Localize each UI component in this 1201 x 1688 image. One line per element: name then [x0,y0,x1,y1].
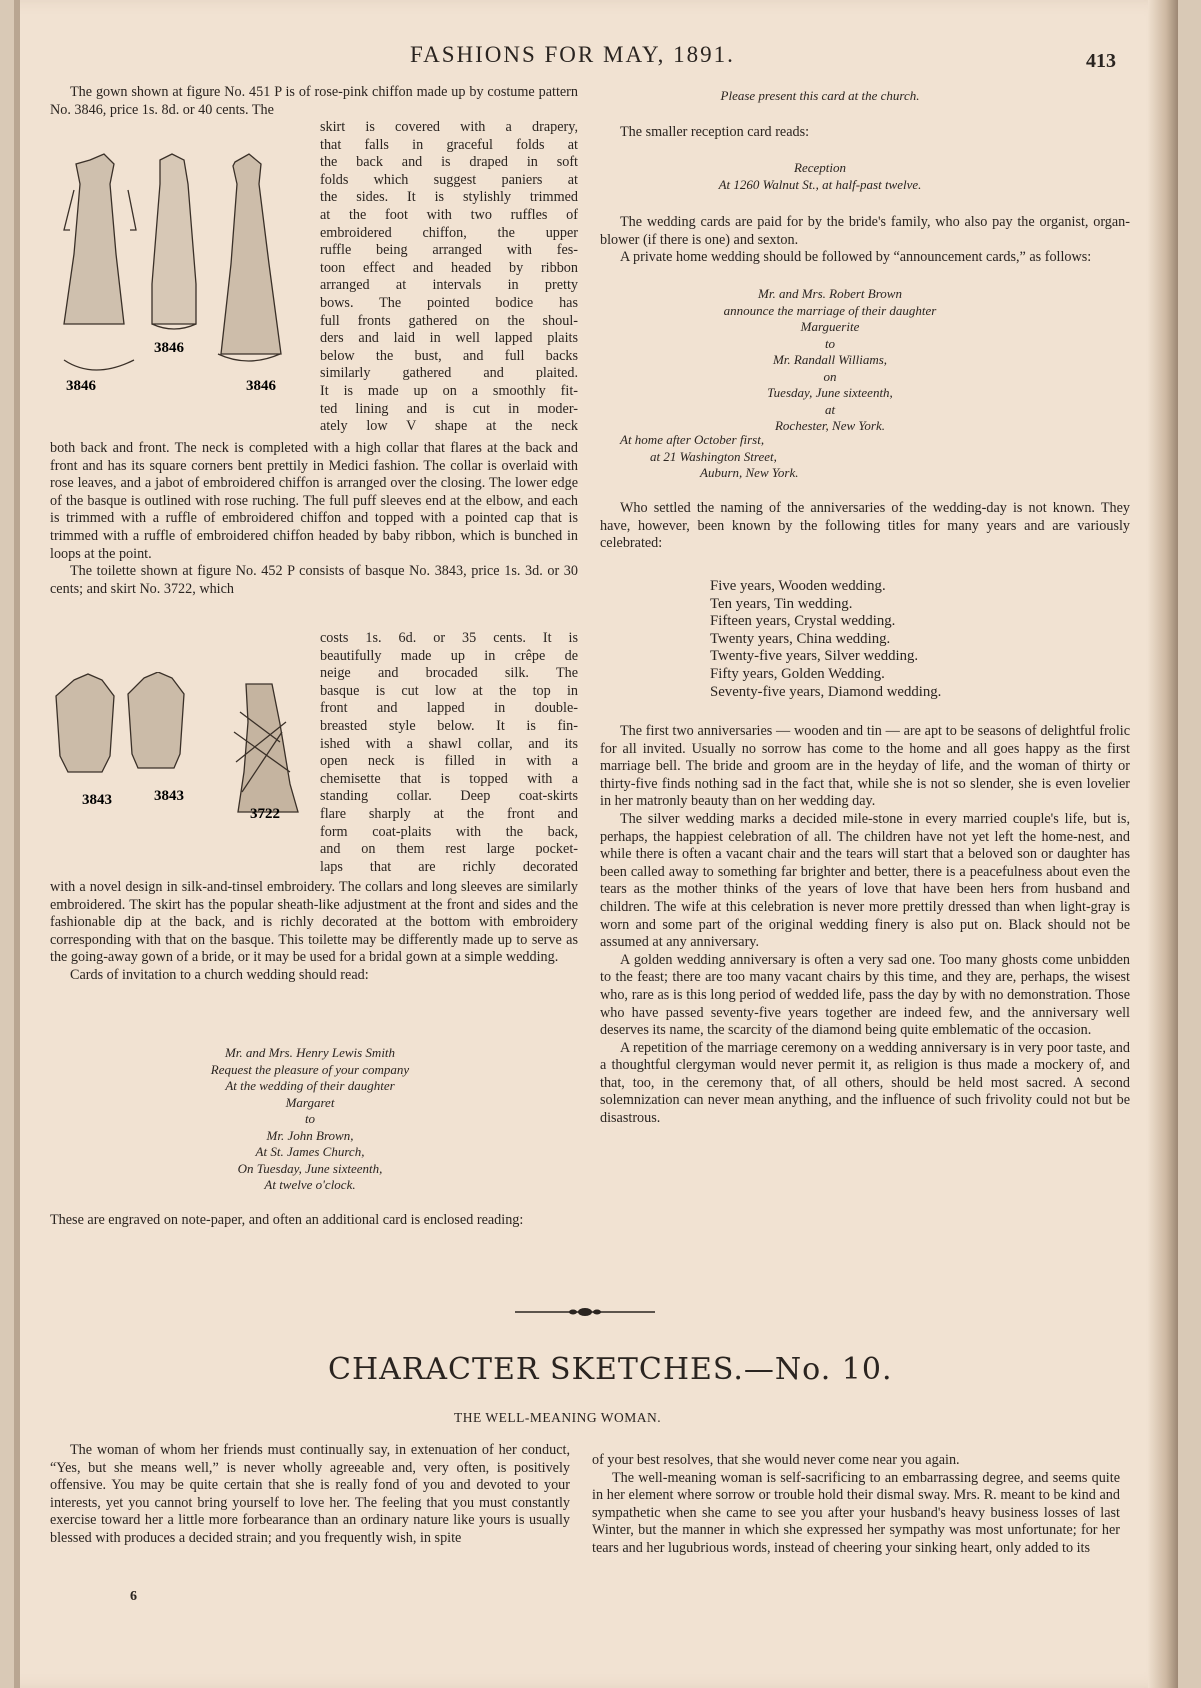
left-p1-side [320,119,578,436]
anniversary-item: Fifty years, Golden Wedding. [710,665,885,682]
text-line: and on them rest large pocket- [320,841,578,858]
text-line: flare sharply at the front and [320,805,578,822]
text-line: basque is cut low at the top in [320,682,578,699]
fig-label-3846-a: 3846 [66,378,96,394]
text-line: full fronts gathered on the shoul- [320,312,578,329]
page-header-title: FASHIONS FOR MAY, 1891. [410,42,735,67]
invitation-line: At twelve o'clock. [264,1177,356,1192]
text-line: toon effect and headed by ribbon [320,259,578,276]
announcement-line: Rochester, New York. [774,418,886,433]
invitation-line: to [304,1111,316,1126]
ornament-divider [515,1306,655,1318]
reception-card [660,160,980,193]
text-line: the back and is draped in soft [320,154,578,171]
invitation-line: Margaret [285,1094,335,1110]
card-line: Please present this card at the church. [720,88,920,103]
text-line: ately low V shape at the neck [320,418,578,435]
anniversary-list [710,578,1030,701]
at-home-line: Auburn, New York. [700,465,799,480]
anniversary-item: Fifteen years, Crystal wedding. [710,613,896,630]
text-line: front and lapped in double- [320,700,578,717]
announcement-line: announce the marriage of their daughter [723,302,937,318]
announcement-line: on [823,368,837,384]
fig-label-3843-b: 3843 [154,788,184,804]
section-left-column: The woman of whom her friends must continually say, in extenuation of her conduct, “Yes, but she means well,” is never wholly agreeable and, very often, is positively offensive. You may be quite certain that she is really fond of you and devoted to your interests, yet you cannot bring yourself to love her. The feeling that you must constantly exercise toward her a little more forbearance than an ordinary nature like yours is usually blessed with produces a decided strain; and you frequently wish, in spite [50,1442,570,1546]
reception-line: Reception [794,160,846,175]
right-p4: Who settled the naming of the anniversaries of the wedding-day is not known. They have, however, been known by the following titles for many years and are variously celebrated: [600,500,1130,552]
text-line: arranged at intervals in pretty [320,277,578,294]
left-p4: These are engraved on note-paper, and often an additional card is enclosed reading: [50,1212,524,1228]
at-home-card [620,432,840,482]
text-line: ruffle being arranged with fes- [320,242,578,259]
anniversary-item: Ten years, Tin wedding. [710,595,853,612]
right-p5-p8: The first two anniversaries — wooden and tin — are apt to be seasons of delightful frolic for all invited. Usually no sorrow has come to the home and all goes happy as the first marriage bell. The bride and groom are in the heyday of life, and the woman of thirty or thirty-five finds nothing sad in the fact that, while she is not so slender, she is even lovelier in her matronly beauty than on her wedding day. The silver wedding marks a decided mile-stone in every married couple's life, but is, perhaps, the happiest celebration of all. The children have not yet left the home-nest, and while there is often a vacant chair and the tears will start that a beloved son or daughter has been called away to something far brighter and better, there is a peacefulness about even the tears as the mother thinks of the years of love that have been hers from husband and children. The wife at this celebration is never more prettily dressed than when light-gray is worn and some part of the original wedding finery is also put on. Black should not be assumed at any anniversary. A golden wedding anniversary is often a very sad one. Too many ghosts come unbidden to the feast; there are too many vacant chairs by this time, and they are, perhaps, the wisest who, rare as is this long period of wedded life, pass the day by with no demonstration. Those who have passed seventy-five years together are indeed few, and the anniversary well deserves its name, the scarcity of the diamond being quite emblematic of the occasion. A repetition of the marriage ceremony on a wedding anniversary is in very poor taste, and a thoughtful clergyman would never permit it, as religion is thus made a mockery of, and that, too, in the ceremony that, of all others, should be held most sacred. A second solemnization can never mean anything, and the influence of such frivolity could not but be disastrous. [600,723,1130,1127]
text-line: that falls in graceful folds at [320,136,578,153]
left-p1-intro: The gown shown at figure No. 451 P is of rose-pink chiffon made up by costume pattern No. 3846, price 1s. 8d. or 40 cents. The [50,84,578,118]
invitation-line: Request the pleasure of your company [210,1061,410,1077]
at-home-line: At home after October first, [620,432,765,447]
text-line: at the foot with two ruffles of [320,206,578,223]
text-line: the sides. It is stylishly trimmed [320,189,578,206]
text-line: similarly gathered and plaited. [320,365,578,382]
signature-mark: 6 [130,1589,137,1604]
section-right-column: of your best resolves, that she would never come near you again. The well-meaning woman is self-sacrificing to an embarrassing degree, and seems quite in her element where sorrow or trouble hold their dismal sway. Mrs. R. meant to be kind and sympathetic when she came to see you after your husband's heavy business losses of last Winter, but the manner in which she expressed her sympathy was most unfortunate; for her tears and her lugubrious words, instead of cheering your sinking heart, only added to its [592,1452,1120,1556]
text-line: breasted style below. It is fin- [320,717,578,734]
text-line: standing collar. Deep coat-skirts [320,788,578,805]
announcement-line: Tuesday, June sixteenth, [767,385,893,400]
page-edge [1148,0,1178,1688]
fig-label-3722: 3722 [250,806,280,822]
right-p1: The smaller reception card reads: [620,124,810,140]
text-line: ders and laid in well lapped plaits [320,330,578,347]
text-line: neige and brocaded silk. The [320,665,578,682]
page-number: 413 [1086,50,1116,72]
announcement-line: Mr. Randall Williams, [772,352,888,367]
text-line: bows. The pointed bodice has [320,294,578,311]
text-line: costs 1s. 6d. or 35 cents. It is [320,630,578,646]
invitation-card [160,1045,460,1194]
left-p2-side [320,630,578,876]
at-home-line: at 21 Washington Street, [650,448,777,464]
fig-label-3846-b: 3846 [154,340,184,356]
anniversary-item: Seventy-five years, Diamond wedding. [710,683,942,700]
anniversary-item: Twenty-five years, Silver wedding. [710,648,919,665]
text-line: folds which suggest paniers at [320,171,578,188]
dress-illustration-3843-3722 [50,672,312,822]
text-line: laps that are richly decorated [320,858,578,875]
fig-label-3843-a: 3843 [82,792,112,808]
page [14,0,1178,1688]
invitation-line: Mr. John Brown, [266,1127,354,1143]
text-line: It is made up on a smoothly fit- [320,382,578,399]
invitation-line: On Tuesday, June sixteenth, [237,1160,383,1176]
invitation-line: At the wedding of their daughter [225,1078,395,1093]
anniversary-item: Twenty years, China wedding. [710,630,891,647]
left-p2-rest: with a novel design in silk-and-tinsel embroidery. The collars and long sleeves are similarly embroidered. The skirt has the popular sheath-like adjustment at the front and sides and the fashionable dip at the back, and is richly decorated at the bottom with embroidery corresponding with that on the basque. This toilette may be differently made up to serve as the going-away gown of a bride, or it may be used for a bridal gown at a simple wedding. Cards of invitation to a church wedding should read: [50,879,578,983]
reception-line: At 1260 Walnut St., at half-past twelve. [718,176,922,192]
announcement-card [680,286,980,435]
invitation-line: Mr. and Mrs. Henry Lewis Smith [224,1045,396,1060]
anniversary-item: Five years, Wooden wedding. [710,578,886,594]
announcement-line: at [824,401,836,417]
text-line: open neck is filled in with a [320,753,578,770]
dress-illustration-3846 [50,150,308,400]
text-line: ted lining and is cut in moder- [320,400,578,417]
text-line: form coat-plaits with the back, [320,823,578,840]
fig-label-3846-c: 3846 [246,378,276,394]
section-subtitle: THE WELL-MEANING WOMAN. [454,1410,662,1425]
text-line: ished with a shawl collar, and its [320,735,578,752]
text-line: chemisette that is topped with a [320,770,578,787]
announcement-line: Mr. and Mrs. Robert Brown [758,286,902,301]
left-p1-rest: both back and front. The neck is completed with a high collar that flares at the back and front and has its square corners bent prettily in Medici fashion. The collar is overlaid with rose leaves, and a jabot of embroidered chiffon is arranged over the closing. The lower edge of the basque is outlined with rose ruching. The full puff sleeves end at the elbow, and each is trimmed with a ruffle of embroidered chiffon and topped with a pointed cap that is trimmed with a ruffle of embroidered chiffon headed by baby ribbon, which is bunched in loops at the point. The toilette shown at figure No. 452 P consists of basque No. 3843, price 1s. 3d. or 30 cents; and skirt No. 3722, which [50,440,578,597]
announcement-line: Marguerite [800,319,860,334]
text-line: embroidered chiffon, the upper [320,224,578,241]
announcement-line: to [824,335,836,351]
text-line: below the bust, and full backs [320,347,578,364]
text-line: beautifully made up in crêpe de [320,647,578,664]
section-title: CHARACTER SKETCHES.—No. 10. [328,1352,893,1387]
invitation-line: At St. James Church, [255,1144,365,1159]
text-line: skirt is covered with a drapery, [320,119,578,135]
right-p2-p3: The wedding cards are paid for by the bride's family, who also pay the organist, organ-blower (if there is one) and sexton. A private home wedding should be followed by “announcement cards,” as follows: [600,214,1130,266]
